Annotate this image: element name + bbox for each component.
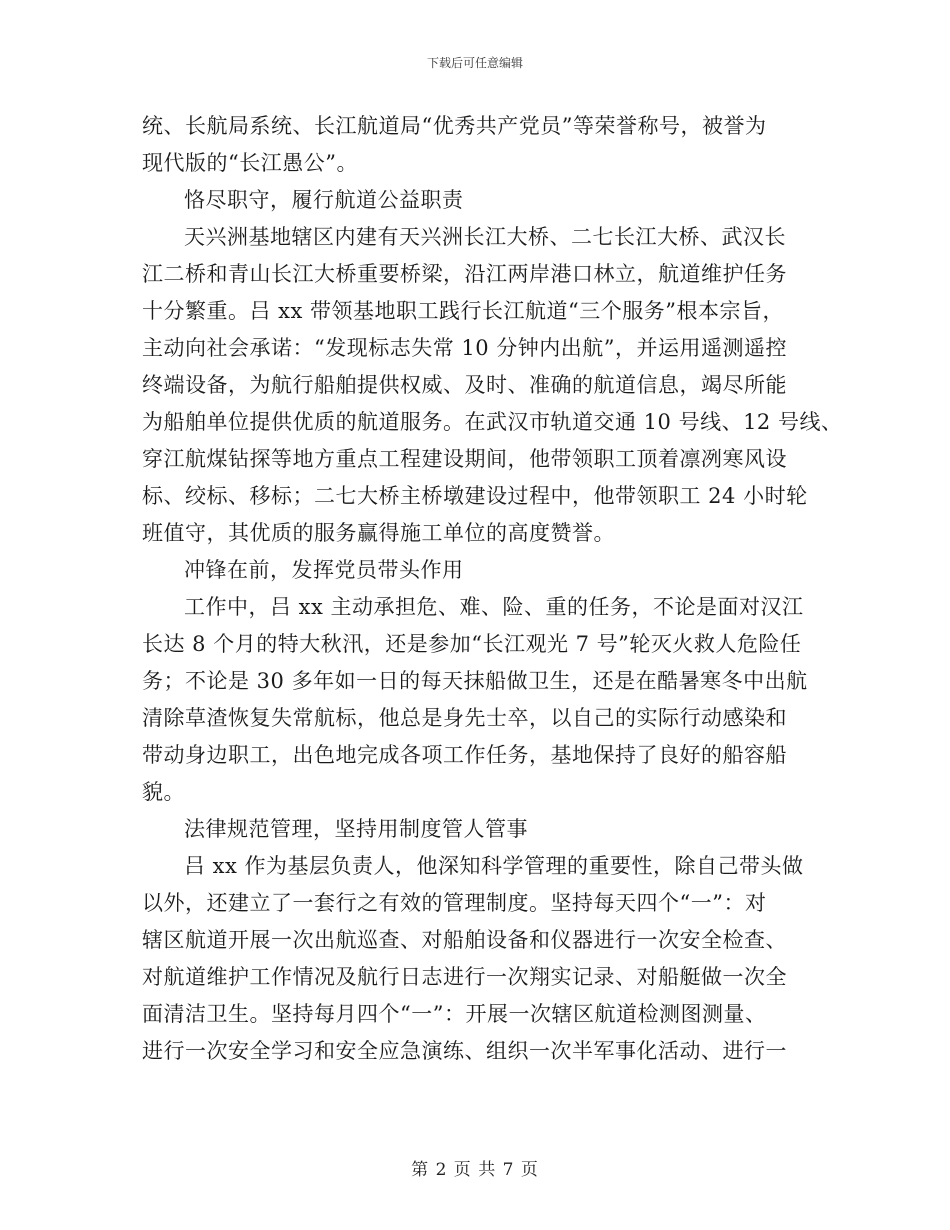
text-line: 长达 8 个月的特大秋汛，还是参加“长江观光 7 号”轮灭火救人危险任 <box>142 632 802 656</box>
text-line: 吕 xx 作为基层负责人，他深知科学管理的重要性，除自己带头做 <box>184 854 804 878</box>
text-line: 现代版的“长江愚公”。 <box>142 151 358 175</box>
text-line: 主动向社会承诺：“发现标志失常 10 分钟内出航”，并运用遥测遥控 <box>142 336 788 360</box>
text-line: 法律规范管理，坚持用制度管人管事 <box>184 817 528 841</box>
text-line: 貌。 <box>142 780 185 804</box>
text-line: 江二桥和青山长江大桥重要桥梁，沿江两岸港口林立，航道维护任务 <box>142 262 787 286</box>
text-line: 穿江航煤钻探等地方重点工程建设期间，他带领职工顶着凛冽寒风设 <box>142 447 787 471</box>
text-line: 辖区航道开展一次出航巡查、对船舶设备和仪器进行一次安全检查、 <box>142 928 787 952</box>
text-line: 务；不论是 30 多年如一日的每天抹船做卫生，还是在酷暑寒冬中出航 <box>142 669 808 693</box>
text-line: 工作中，吕 xx 主动承担危、难、险、重的任务，不论是面对汉江 <box>184 595 804 619</box>
text-line: 冲锋在前，发挥党员带头作用 <box>184 558 464 582</box>
document-body <box>142 108 842 1070</box>
text-line: 恪尽职守，履行航道公益职责 <box>184 188 464 212</box>
text-line: 为船舶单位提供优质的航道服务。在武汉市轨道交通 10 号线、12 号线、 <box>142 410 843 434</box>
text-line: 进行一次安全学习和安全应急演练、组织一次半军事化活动、进行一 <box>142 1039 787 1063</box>
text-line: 标、绞标、移标；二七大桥主桥墩建设过程中，他带领职工 24 小时轮 <box>142 484 808 508</box>
text-line: 终端设备，为航行船舶提供权威、及时、准确的航道信息，竭尽所能 <box>142 373 787 397</box>
text-line: 带动身边职工，出色地完成各项工作任务，基地保持了良好的船容船 <box>142 743 787 767</box>
text-line: 面清洁卫生。坚持每月四个“一”：开展一次辖区航道检测图测量、 <box>142 1002 767 1026</box>
text-line: 以外，还建立了一套行之有效的管理制度。坚持每天四个“一”：对 <box>142 891 767 915</box>
text-line: 清除草渣恢复失常航标，他总是身先士卒，以自己的实际行动感染和 <box>142 706 787 730</box>
page-header: 下载后可任意编辑 <box>426 56 523 70</box>
page-footer: 第 2 页 共 7 页 <box>411 1160 539 1180</box>
text-line: 班值守，其优质的服务赢得施工单位的高度赞誉。 <box>142 521 615 545</box>
text-line: 天兴洲基地辖区内建有天兴洲长江大桥、二七长江大桥、武汉长 <box>184 225 786 249</box>
text-line: 对航道维护工作情况及航行日志进行一次翔实记录、对船艇做一次全 <box>142 965 787 989</box>
text-line: 统、长航局系统、长江航道局“优秀共产党员”等荣誉称号，被誉为 <box>142 114 767 138</box>
text-line: 十分繁重。吕 xx 带领基地职工践行长江航道“三个服务”根本宗旨， <box>142 299 785 323</box>
